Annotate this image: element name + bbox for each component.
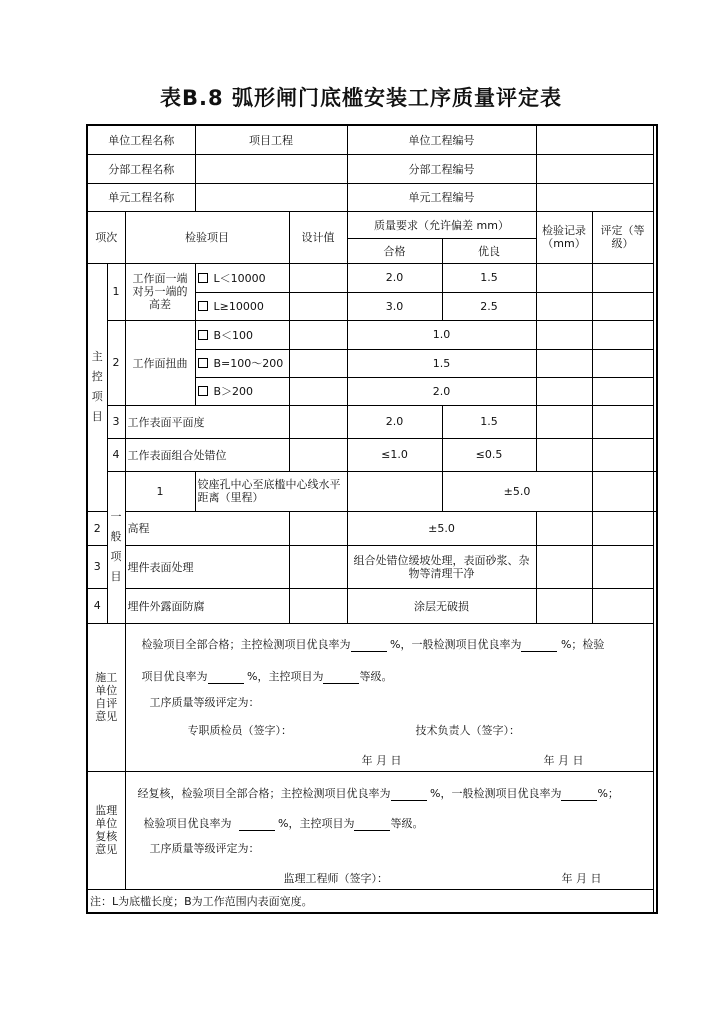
design-value-cell[interactable] bbox=[289, 511, 347, 545]
construction-opinion-cell[interactable] bbox=[125, 623, 653, 771]
excellent-rate-blank[interactable] bbox=[391, 790, 427, 801]
general-item-name: 埋件外露面防腐 bbox=[125, 588, 289, 623]
main-group-text: 主控项目 bbox=[91, 350, 103, 423]
design-value-cell[interactable] bbox=[289, 377, 347, 405]
opinion-text: 工序质量等级评定为： bbox=[149, 695, 260, 709]
rating-cell[interactable] bbox=[592, 545, 653, 588]
supervision-opinion-text: 监理单位复核意见 bbox=[95, 804, 118, 856]
record-cell[interactable] bbox=[536, 320, 592, 349]
merged-value: 2.0 bbox=[347, 377, 536, 405]
footnote: 注：L为底槛长度；B为工作范围内表面宽度。 bbox=[87, 889, 653, 913]
general-requirement: ±5.0 bbox=[442, 471, 592, 511]
opinion-text: %，主控项目为 bbox=[247, 669, 324, 683]
general-group-text: 一般项目 bbox=[110, 510, 122, 583]
col-quality-req: 质量要求（允许偏差 mm） bbox=[347, 211, 536, 238]
design-value-cell[interactable] bbox=[289, 263, 347, 292]
rating-cell[interactable] bbox=[592, 511, 653, 545]
date-label: 年 月 日 bbox=[361, 753, 402, 767]
design-value-cell[interactable] bbox=[347, 471, 442, 511]
rating-cell[interactable] bbox=[592, 377, 653, 405]
design-value-cell[interactable] bbox=[289, 405, 347, 438]
general-requirement: 涂层无破损 bbox=[347, 588, 536, 623]
signature-label: 监理工程师（签字）： bbox=[283, 871, 388, 885]
opinion-text: %，主控项目为 bbox=[278, 816, 355, 830]
supervision-opinion-label bbox=[87, 771, 125, 889]
opinion-text: 检验项目全部合格；主控检测项目优良率为 bbox=[141, 637, 351, 651]
option-label: L≥10000 bbox=[213, 299, 264, 313]
division-project-no-label: 分部工程编号 bbox=[347, 154, 536, 183]
opinion-text: 等级。 bbox=[359, 669, 393, 683]
main-item-no: 4 bbox=[107, 438, 125, 471]
record-cell[interactable] bbox=[536, 588, 592, 623]
unit-project-name-value[interactable]: 项目工程 bbox=[195, 125, 347, 154]
construction-opinion-text: 施工单位自评意见 bbox=[95, 671, 118, 723]
option-label: B=100～200 bbox=[213, 357, 284, 370]
col-record: 检验记录（mm） bbox=[536, 211, 592, 263]
division-project-no-value[interactable] bbox=[536, 154, 653, 183]
division-project-name-value[interactable] bbox=[195, 154, 347, 183]
option-row[interactable] bbox=[195, 292, 289, 320]
general-requirement: ±5.0 bbox=[347, 511, 536, 545]
general-requirement: 组合处错位缓坡处理，表面砂浆、杂物等清理干净 bbox=[347, 545, 536, 588]
rating-cell[interactable] bbox=[592, 405, 653, 438]
record-cell[interactable] bbox=[536, 377, 592, 405]
signature-label: 专职质检员（签字）： bbox=[187, 723, 292, 737]
opinion-text: 经复核，检验项目全部合格；主控检测项目优良率为 bbox=[137, 786, 391, 800]
qualified-value: 3.0 bbox=[347, 292, 442, 320]
main-item-no: 2 bbox=[107, 320, 125, 405]
option-row[interactable] bbox=[195, 377, 289, 405]
general-item-name: 高程 bbox=[125, 511, 289, 545]
signature-label: 技术负责人（签字）： bbox=[415, 723, 520, 737]
record-cell[interactable] bbox=[592, 471, 653, 511]
element-project-name-label: 单元工程名称 bbox=[87, 183, 195, 211]
merged-value: 1.5 bbox=[347, 349, 536, 377]
record-cell[interactable] bbox=[536, 292, 592, 320]
rating-cell[interactable] bbox=[592, 263, 653, 292]
col-design-value: 设计值 bbox=[289, 211, 347, 263]
unit-project-no-value[interactable] bbox=[536, 125, 653, 154]
page-title: 表B.8 弧形闸门底槛安装工序质量评定表 bbox=[160, 86, 562, 110]
option-label: B＜100 bbox=[213, 328, 254, 342]
main-item-name: 工作表面组合处错位 bbox=[125, 438, 289, 471]
element-project-name-value[interactable] bbox=[195, 183, 347, 211]
opinion-text: 项目优良率为 bbox=[141, 669, 208, 683]
grade-blank[interactable] bbox=[323, 673, 359, 684]
main-item-name: 工作表面平面度 bbox=[125, 405, 289, 438]
element-project-no-value[interactable] bbox=[536, 183, 653, 211]
rating-cell[interactable] bbox=[592, 349, 653, 377]
design-value-cell[interactable] bbox=[289, 320, 347, 349]
general-item-no: 3 bbox=[87, 545, 107, 588]
excellent-rate-blank[interactable] bbox=[561, 790, 597, 801]
col-inspection-item: 检验项目 bbox=[125, 211, 289, 263]
opinion-text: %；检验 bbox=[560, 637, 605, 651]
main-item-name: 工作面扭曲 bbox=[125, 320, 195, 405]
rating-cell[interactable] bbox=[592, 292, 653, 320]
supervision-opinion-cell[interactable] bbox=[125, 771, 653, 889]
excellent-value: ≤0.5 bbox=[442, 438, 536, 471]
qualified-value: 2.0 bbox=[347, 263, 442, 292]
rating-cell[interactable] bbox=[592, 320, 653, 349]
main-item-no: 3 bbox=[107, 405, 125, 438]
date-label: 年 月 日 bbox=[561, 871, 602, 885]
checkbox[interactable] bbox=[198, 330, 208, 340]
design-value-cell[interactable] bbox=[289, 438, 347, 471]
rating-cell[interactable] bbox=[592, 438, 653, 471]
date-label: 年 月 日 bbox=[543, 753, 584, 767]
design-value-cell[interactable] bbox=[289, 588, 347, 623]
general-item-no: 2 bbox=[87, 511, 107, 545]
record-cell[interactable] bbox=[536, 263, 592, 292]
excellent-rate-blank[interactable] bbox=[208, 673, 244, 684]
general-item-name: 埋件表面处理 bbox=[125, 545, 289, 588]
option-row[interactable] bbox=[195, 349, 289, 377]
opinion-text: 等级。 bbox=[390, 816, 424, 830]
excellent-rate-blank[interactable] bbox=[521, 641, 557, 652]
main-item-no: 1 bbox=[107, 263, 125, 320]
unit-project-name-label: 单位工程名称 bbox=[87, 125, 195, 154]
grade-blank[interactable] bbox=[354, 820, 390, 831]
option-row[interactable] bbox=[195, 320, 289, 349]
opinion-text: 检验项目优良率为 bbox=[143, 816, 232, 830]
checkbox[interactable] bbox=[198, 301, 208, 311]
record-cell[interactable] bbox=[536, 438, 592, 471]
main-item-name: 工作面一端对另一端的高差 bbox=[125, 263, 195, 320]
element-project-no-label: 单元工程编号 bbox=[347, 183, 536, 211]
unit-project-no-label: 单位工程编号 bbox=[347, 125, 536, 154]
general-item-name: 铰座孔中心至底槛中心线水平距离（里程） bbox=[195, 471, 347, 511]
general-group-label bbox=[107, 471, 125, 623]
excellent-value: 2.5 bbox=[442, 292, 536, 320]
excellent-value: 1.5 bbox=[442, 405, 536, 438]
record-cell[interactable] bbox=[536, 545, 592, 588]
construction-opinion-label bbox=[87, 623, 125, 771]
general-item-no: 4 bbox=[87, 588, 107, 623]
opinion-text: %； bbox=[597, 786, 619, 800]
rating-cell[interactable] bbox=[592, 588, 653, 623]
col-excellent: 优良 bbox=[442, 238, 536, 263]
checkbox[interactable] bbox=[198, 273, 208, 283]
excellent-value: 1.5 bbox=[442, 263, 536, 292]
opinion-text: %，一般检测项目优良率为 bbox=[390, 637, 522, 651]
checkbox[interactable] bbox=[198, 386, 208, 396]
rating-cell[interactable] bbox=[653, 471, 657, 511]
col-rating: 评定（等级） bbox=[592, 211, 653, 263]
opinion-text: %，一般检测项目优良率为 bbox=[430, 786, 562, 800]
record-cell[interactable] bbox=[536, 349, 592, 377]
design-value-cell[interactable] bbox=[289, 545, 347, 588]
general-item-no: 1 bbox=[125, 471, 195, 511]
col-qualified: 合格 bbox=[347, 238, 442, 263]
design-value-cell[interactable] bbox=[289, 349, 347, 377]
design-value-cell[interactable] bbox=[289, 292, 347, 320]
excellent-rate-blank[interactable] bbox=[351, 641, 387, 652]
division-project-name-label: 分部工程名称 bbox=[87, 154, 195, 183]
merged-value: 1.0 bbox=[347, 320, 536, 349]
record-cell[interactable] bbox=[536, 511, 592, 545]
checkbox[interactable] bbox=[198, 358, 208, 368]
opinion-text: 工序质量等级评定为： bbox=[149, 841, 260, 855]
option-label: L＜10000 bbox=[213, 271, 266, 285]
option-label: B＞200 bbox=[213, 385, 254, 398]
record-cell[interactable] bbox=[536, 405, 592, 438]
excellent-rate-blank[interactable] bbox=[239, 820, 275, 831]
qualified-value: ≤1.0 bbox=[347, 438, 442, 471]
main-group-label bbox=[87, 263, 107, 511]
qualified-value: 2.0 bbox=[347, 405, 442, 438]
assessment-table bbox=[86, 124, 658, 914]
option-row[interactable] bbox=[195, 263, 289, 292]
col-item-no: 项次 bbox=[87, 211, 125, 263]
